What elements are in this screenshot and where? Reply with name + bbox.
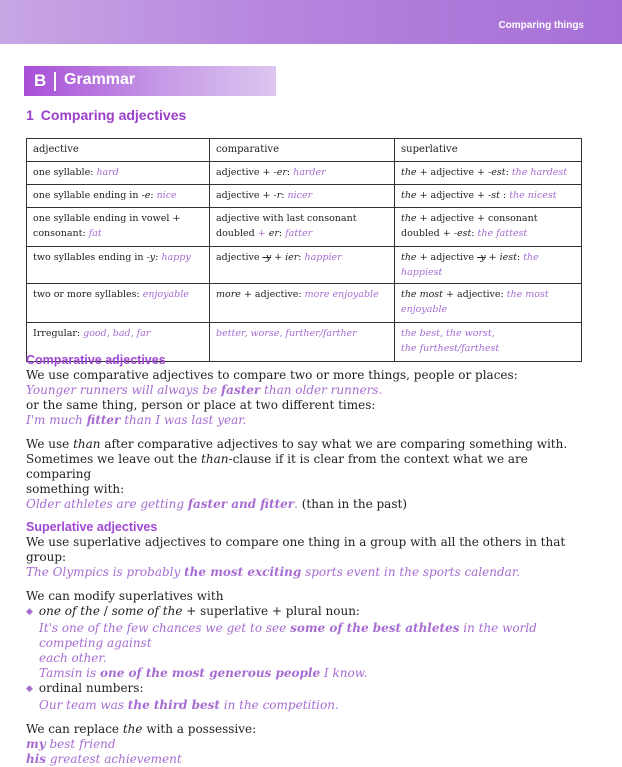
superlative-cell: the + adjective + consonant doubled + -est: the fattest [395, 208, 582, 247]
superlative-rule-3: We can replace the with a possessive: [26, 722, 257, 736]
adjective-cell: one syllable ending in -e: nice [27, 185, 210, 208]
section-divider [54, 72, 56, 91]
superlative-example-5: my best friend [26, 737, 116, 751]
page-header-band [0, 0, 622, 44]
subsection-number: 1 [26, 107, 34, 123]
table-row [27, 185, 582, 208]
table-header-row [27, 139, 582, 162]
superlative-example-1: The Olympics is probably the most exciting sports event in the sports calendar. [26, 565, 521, 579]
chapter-title: Comparing things [498, 20, 584, 31]
comparative-rule-4-cont: something with: [26, 482, 125, 496]
col-header-superlative: superlative [395, 139, 582, 162]
adjective-cell: one syllable ending in vowel + consonant: fat [27, 208, 210, 247]
adjective-cell: two syllables ending in -y: happy [27, 247, 210, 284]
superlative-section [26, 520, 596, 767]
diamond-bullet-icon: ◆ [26, 607, 33, 617]
superlative-cell: the + adjective + -st : the nicest [395, 185, 582, 208]
comparative-example-1: Younger runners will always be faster than older runners. [26, 383, 383, 397]
comparative-cell: better, worse, further/farther [210, 323, 395, 362]
section-banner [24, 66, 276, 96]
table-row [27, 162, 582, 185]
col-header-adjective: adjective [27, 139, 210, 162]
section-letter: B [34, 71, 47, 90]
table-row [27, 208, 582, 247]
adjective-cell: one syllable: hard [27, 162, 210, 185]
adjective-cell: Irregular: good, bad, far [27, 323, 210, 362]
superlative-cell: the + adjective -y + iest: the happiest [395, 247, 582, 284]
subsection-title: Comparing adjectives [40, 107, 187, 123]
superlative-example-4: Our team was the third best in the competition. [39, 698, 339, 712]
comparison-table [26, 138, 582, 362]
comparative-section [26, 353, 596, 512]
comparative-cell: adjective with last consonant doubled + er: fatter [210, 208, 395, 247]
comparative-rule-2: or the same thing, person or place at two different times: [26, 398, 376, 412]
comparative-cell: adjective + -r: nicer [210, 185, 395, 208]
superlative-rule-2: We can modify superlatives with [26, 589, 224, 603]
superlative-example-2: It's one of the few chances we get to see some of the best athletes in the world competing against each other. [39, 621, 537, 665]
table-row [27, 247, 582, 284]
superlative-example-3: Tamsin is one of the most generous people I know. [39, 666, 368, 680]
superlative-example-6: his greatest achievement [26, 752, 182, 766]
comparative-heading: Comparative adjectives [26, 353, 166, 367]
comparative-rule-4: Sometimes we leave out the than-clause if it is clear from the context what we are comparing [26, 452, 528, 481]
adjective-cell: two or more syllables: enjoyable [27, 284, 210, 323]
section-label: Grammar [64, 71, 136, 88]
list-item: ◆ ordinal numbers: [26, 681, 144, 695]
superlative-cell: the most + adjective: the most enjoyable [395, 284, 582, 323]
comparative-rule-3: We use than after comparative adjectives to say what we are comparing something with. [26, 437, 568, 451]
comparative-cell: adjective + -er: harder [210, 162, 395, 185]
superlative-heading: Superlative adjectives [26, 520, 158, 534]
list-item: ◆ one of the / some of the + superlative + plural noun: [26, 604, 360, 618]
table-row [27, 284, 582, 323]
comparative-example-3: Older athletes are getting faster and fitter. (than in the past) [26, 497, 407, 511]
comparative-cell: more + adjective: more enjoyable [210, 284, 395, 323]
comparative-example-2: I'm much fitter than I was last year. [26, 413, 247, 427]
comparative-cell: adjective -y + ier: happier [210, 247, 395, 284]
superlative-cell: the + adjective + -est: the hardest [395, 162, 582, 185]
subsection-heading [26, 107, 186, 123]
superlative-cell: the best, the worst, the furthest/farthest [395, 323, 582, 362]
diamond-bullet-icon: ◆ [26, 684, 33, 694]
superlative-rule-1: We use superlative adjectives to compare one thing in a group with all the others in that group: [26, 535, 566, 564]
comparative-rule-1: We use comparative adjectives to compare two or more things, people or places: [26, 368, 518, 382]
col-header-comparative: comparative [210, 139, 395, 162]
